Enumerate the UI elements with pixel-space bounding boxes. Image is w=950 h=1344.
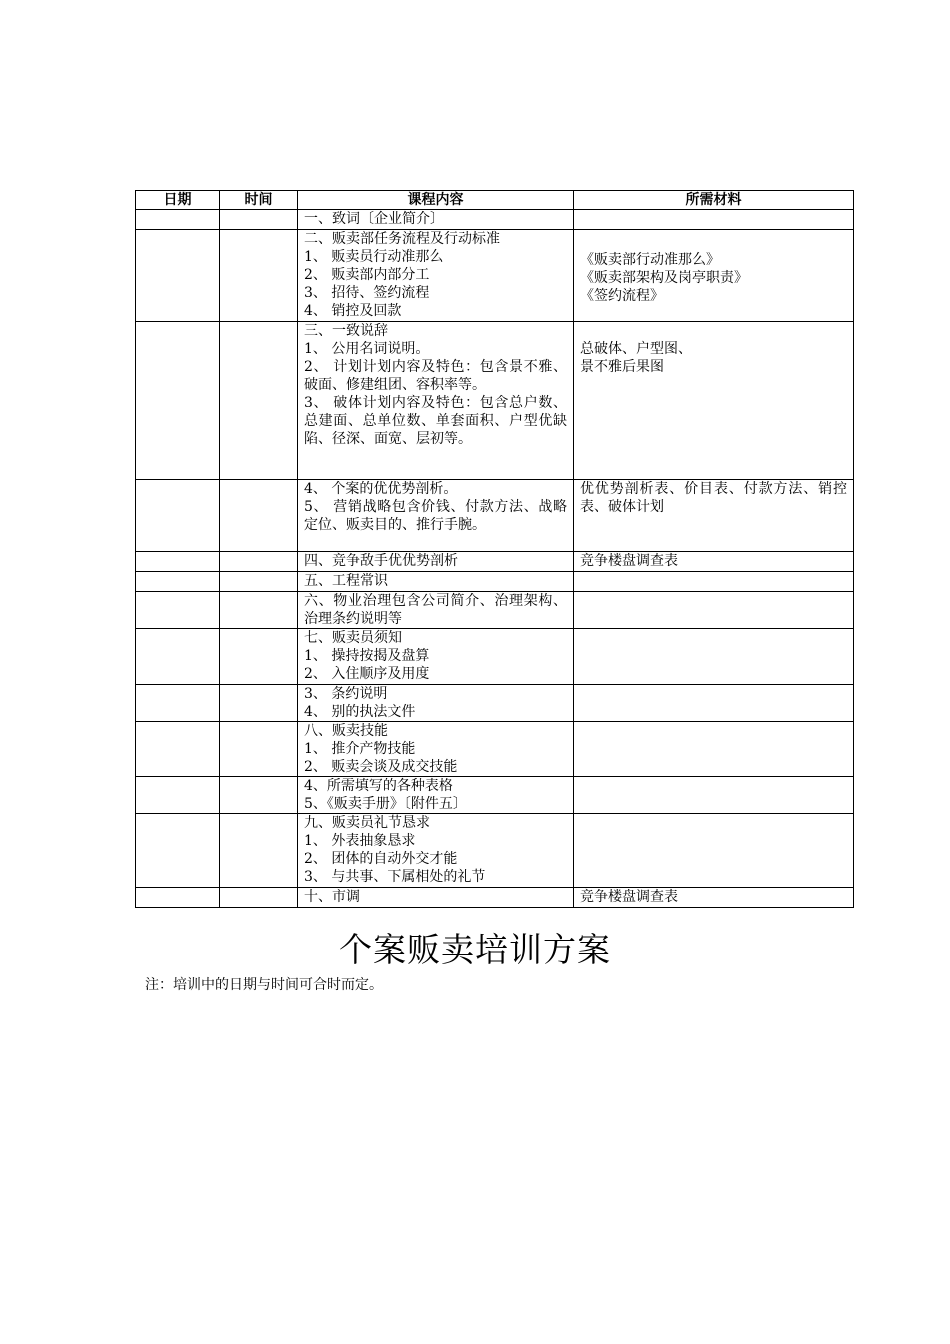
content-cell — [298, 552, 574, 572]
content-line: 1、 外表抽象恳求 — [304, 833, 416, 849]
material-line: 景不雅后果图 — [580, 359, 664, 375]
date-cell — [136, 685, 220, 722]
content-line: 一、致词〔企业简介〕 — [304, 211, 444, 227]
content-cell — [298, 814, 574, 888]
material-line: 《签约流程》 — [580, 287, 664, 304]
content-cell — [298, 685, 574, 722]
content-cell — [298, 777, 574, 814]
materials-cell — [574, 322, 854, 480]
time-cell — [220, 888, 298, 908]
table-row — [136, 777, 854, 814]
time-cell — [220, 777, 298, 814]
content-line: 4、 别的执法文件 — [304, 704, 416, 720]
time-cell — [220, 480, 298, 552]
content-cell — [298, 480, 574, 552]
table-row — [136, 322, 854, 480]
time-cell — [220, 572, 298, 592]
material-line: 总破体、户型图、 — [580, 341, 692, 357]
content-line: 3、 招待、签约流程 — [304, 285, 430, 301]
training-schedule-table — [135, 190, 854, 908]
header-date: 日期 — [136, 191, 220, 210]
content-cell — [298, 230, 574, 322]
table-row — [136, 552, 854, 572]
date-cell — [136, 888, 220, 908]
materials-cell — [574, 888, 854, 908]
content-line: 十、市调 — [304, 889, 360, 905]
table-row — [136, 888, 854, 908]
material-line: 竞争楼盘调查表 — [580, 553, 678, 569]
content-cell — [298, 322, 574, 480]
header-materials: 所需材料 — [574, 191, 854, 210]
date-cell — [136, 572, 220, 592]
materials-cell — [574, 814, 854, 888]
table-row — [136, 629, 854, 685]
time-cell — [220, 722, 298, 777]
date-cell — [136, 322, 220, 480]
date-cell — [136, 480, 220, 552]
content-cell — [298, 572, 574, 592]
page-title: 个案贩卖培训方案 — [339, 930, 611, 969]
material-line: 《贩卖部架构及岗亭职责》 — [580, 269, 748, 286]
materials-cell — [574, 572, 854, 592]
time-cell — [220, 629, 298, 685]
content-line: 1、 公用名词说明。 — [304, 341, 430, 357]
date-cell — [136, 814, 220, 888]
content-line: 八、贩卖技能 — [304, 723, 388, 739]
table-row — [136, 230, 854, 322]
content-line: 2、 团体的自动外交才能 — [304, 851, 458, 867]
materials-cell — [574, 592, 854, 629]
content-cell — [298, 592, 574, 629]
content-line: 1、 操持按揭及盘算 — [304, 648, 430, 664]
content-cell — [298, 888, 574, 908]
time-cell — [220, 552, 298, 572]
material-line: 《贩卖部行动准那么》 — [580, 251, 720, 268]
table-row — [136, 814, 854, 888]
content-line: 2、 贩卖部内部分工 — [304, 267, 430, 283]
content-cell — [298, 722, 574, 777]
materials-cell — [574, 722, 854, 777]
date-cell — [136, 552, 220, 572]
content-line: 四、竞争敌手优优势剖析 — [304, 553, 458, 569]
date-cell — [136, 722, 220, 777]
content-line: 1、 贩卖员行动准那么 — [304, 249, 444, 265]
footnote: 注：培训中的日期与时间可合时而定。 — [145, 977, 383, 993]
time-cell — [220, 322, 298, 480]
content-line: 2、 入住顺序及用度 — [304, 666, 430, 682]
time-cell — [220, 592, 298, 629]
content-line: 九、贩卖员礼节恳求 — [304, 815, 430, 831]
materials-cell — [574, 552, 854, 572]
content-line: 4、 个案的优优势剖析。 — [304, 481, 458, 497]
header-course-content: 课程内容 — [298, 191, 574, 210]
content-line: 5、 营销战略包含价钱、付款方法、战略定位、贩卖目的、推行手腕。 — [304, 499, 567, 533]
content-cell — [298, 629, 574, 685]
content-line: 2、 贩卖会谈及成交技能 — [304, 759, 458, 775]
date-cell — [136, 210, 220, 230]
materials-cell — [574, 777, 854, 814]
content-line: 3、 与共事、下属相处的礼节 — [304, 869, 486, 885]
materials-cell — [574, 685, 854, 722]
content-line: 4、 销控及回款 — [304, 303, 402, 319]
date-cell — [136, 629, 220, 685]
table-row — [136, 210, 854, 230]
content-line: 3、 条约说明 — [304, 686, 388, 702]
time-cell — [220, 814, 298, 888]
content-line: 1、 推介产物技能 — [304, 741, 416, 757]
content-cell — [298, 210, 574, 230]
content-line: 2、 计划计划内容及特色：包含景不雅、破面、修建组团、容积率等。 — [304, 359, 567, 393]
content-line: 七、贩卖员须知 — [304, 630, 402, 646]
date-cell — [136, 230, 220, 322]
materials-cell — [574, 629, 854, 685]
table-row — [136, 572, 854, 592]
date-cell — [136, 777, 220, 814]
time-cell — [220, 230, 298, 322]
date-cell — [136, 592, 220, 629]
table-row — [136, 685, 854, 722]
table-body — [136, 210, 854, 908]
material-line: 竞争楼盘调查表 — [580, 889, 678, 905]
time-cell — [220, 210, 298, 230]
content-line: 六、物业治理包含公司简介、治理架构、治理条约说明等 — [304, 593, 567, 627]
header-time: 时间 — [220, 191, 298, 210]
content-line: 五、工程常识 — [304, 573, 388, 589]
materials-cell — [574, 210, 854, 230]
material-line: 优优势剖析表、价目表、付款方法、销控表、破体计划 — [580, 481, 847, 515]
content-line: 3、 破体计划内容及特色：包含总户数、总建面、总单位数、单套面积、户型优缺陷、径深、面宽、层初等。 — [304, 395, 567, 447]
content-line: 二、贩卖部任务流程及行动标准 — [304, 231, 500, 247]
materials-cell — [574, 230, 854, 322]
time-cell — [220, 685, 298, 722]
materials-cell — [574, 480, 854, 552]
table-row — [136, 722, 854, 777]
content-line: 三、一致说辞 — [304, 323, 388, 339]
content-line: 4、所需填写的各种表格 — [304, 778, 453, 794]
table-header-row — [136, 191, 854, 210]
table-row — [136, 480, 854, 552]
content-line: 5、《贩卖手册》〔附件五〕 — [304, 796, 467, 812]
table-row — [136, 592, 854, 629]
